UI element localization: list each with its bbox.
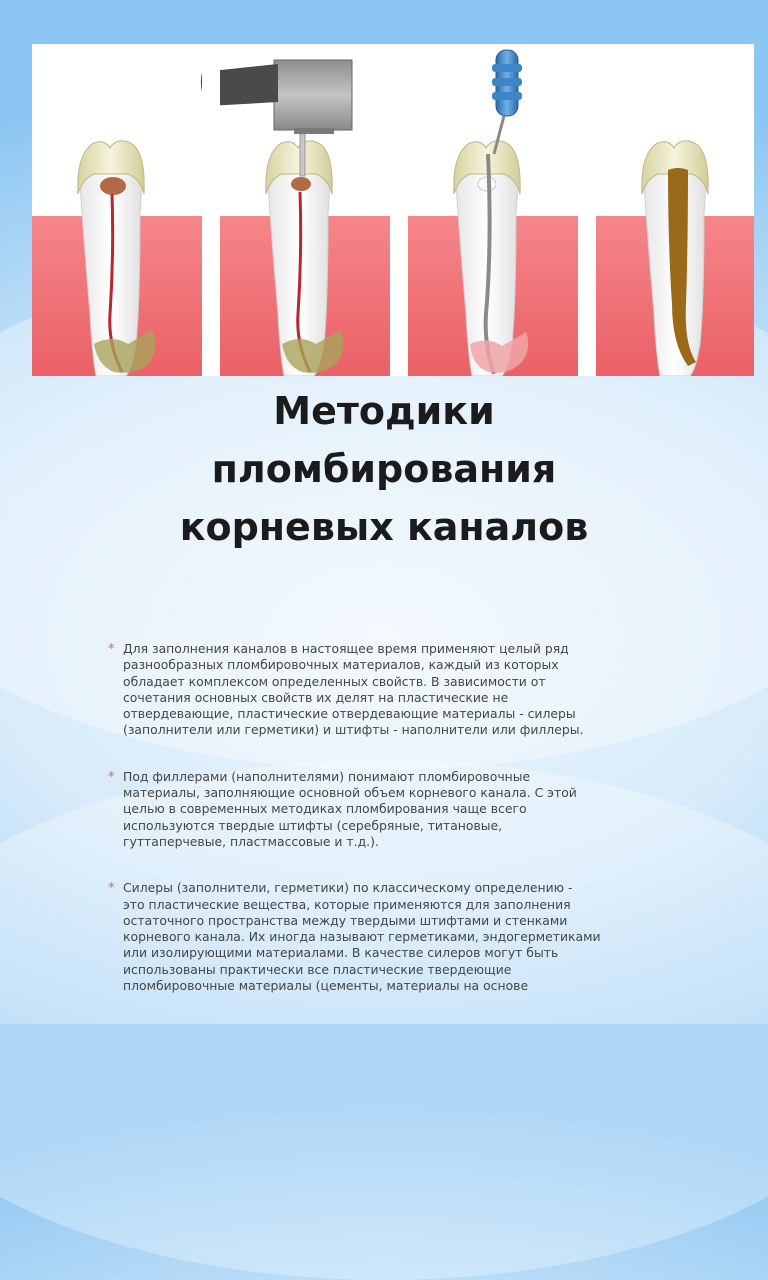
bullet-list [108, 641, 628, 1024]
bullet-marker: * [108, 642, 115, 657]
bullet-item [108, 641, 628, 739]
bullet-text-line: отвердевающие, пластические отвердевающие материалы - силеры [123, 706, 576, 722]
bullet-text-line: Силеры (заполнители, герметики) по классическому определению - [123, 880, 573, 896]
bullet-item [108, 880, 628, 994]
bullet-text-line: Под филлерами (наполнителями) понимают пломбировочные [123, 768, 531, 784]
bullet-text-line: остаточного пространства между твердыми штифтами и стенками [123, 912, 568, 928]
bullet-item [108, 769, 628, 850]
bullet-text-line: (заполнители или герметики) и штифты - наполнители или филлеры. [123, 722, 584, 738]
bullet-text-line: разнообразных пломбировочных материалов, каждый из которых [123, 657, 559, 673]
bullet-text-line: сочетания основных свойств их делят на пластические не [123, 689, 509, 705]
panel-infected-tooth [32, 141, 202, 376]
root-canal-illustration [32, 44, 754, 376]
bullet-text-line: обладает комплексом определенных свойств. В зависимости от [123, 673, 546, 689]
bullet-text-line: материалы, заполняющие основной объем корневого канала. С этой [123, 785, 577, 801]
title-line: пломбирования [211, 447, 557, 491]
bullet-text-line: Для заполнения каналов в настоящее время применяют целый ряд [123, 641, 569, 656]
bullet-text-line: гуттаперчевые, пластмассовые и т.д.). [123, 833, 379, 849]
slide-title [84, 382, 684, 556]
bullet-text-line: корневого канала. Их иногда называют герметиками, эндогерметиками [123, 929, 601, 945]
bullet-text-line: это пластические вещества, которые применяются для заполнения [123, 896, 571, 912]
bullet-text-line: используются твердые штифты (серебряные, титановые, [123, 817, 503, 833]
bullet-text-line: использованы практически все пластические твердеющие [123, 961, 512, 977]
bullet-marker: * [108, 769, 115, 785]
title-line: Методики [273, 389, 495, 433]
panel-drilling [201, 60, 390, 376]
panel-canal-file [408, 50, 578, 376]
bullet-text-line: или изолирующими материалами. В качестве силеров могут быть [123, 945, 559, 961]
panel-filled-canal [596, 141, 754, 376]
bullet-marker: * [108, 881, 115, 897]
bullet-text-line: целью в современных методиках пломбирования чаще всего [123, 801, 527, 817]
bullet-text-line: пломбировочные материалы (цементы, материалы на основе [123, 978, 529, 994]
title-line: корневых каналов [179, 505, 589, 549]
